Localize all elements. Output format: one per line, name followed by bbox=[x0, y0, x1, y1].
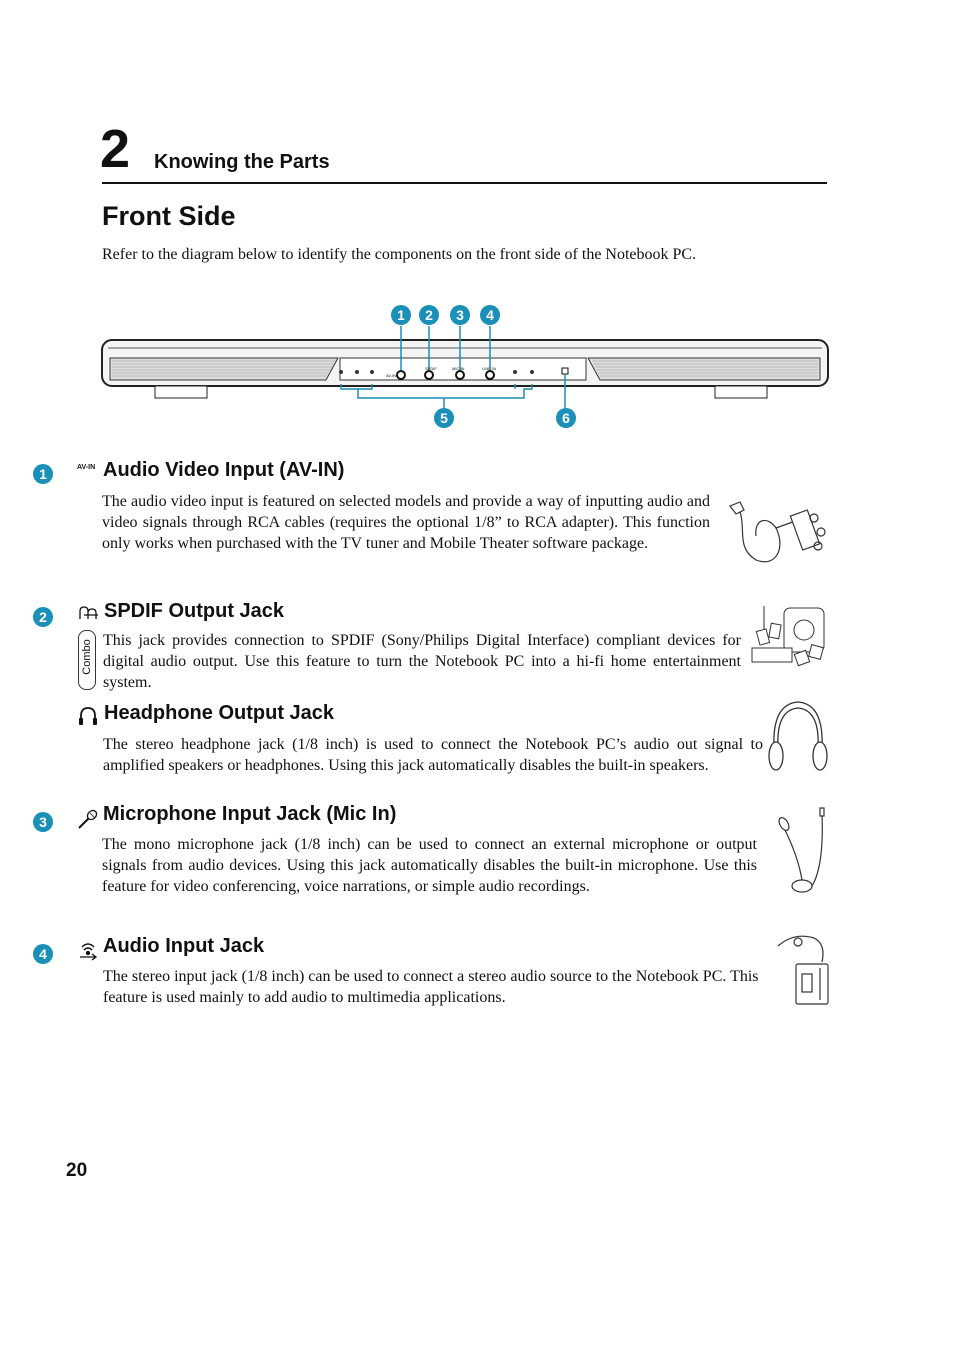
callout-2: 2 bbox=[419, 305, 439, 325]
chapter-title: Knowing the Parts bbox=[154, 151, 330, 173]
front-side-diagram bbox=[100, 300, 830, 435]
item-1-body: The audio video input is featured on selected models and provide a way of inputting audio and video signals through RCA cables (requires the optional 1/8” to RCA adapter). This function only works when purchased with the TV tuner and Mobile Theater software package. bbox=[102, 493, 710, 552]
section-title: Front Side bbox=[102, 201, 236, 231]
callout-5: 5 bbox=[434, 408, 454, 428]
item-headphone-title: Headphone Output Jack bbox=[104, 702, 335, 724]
callout-3: 3 bbox=[450, 305, 470, 325]
section-intro: Refer to the diagram below to identify the components on the front side of the Notebook PC. bbox=[102, 246, 697, 263]
callout-1: 1 bbox=[391, 305, 411, 325]
portable-player-icon bbox=[774, 932, 832, 1010]
item-2-title: SPDIF Output Jack bbox=[104, 600, 285, 622]
desktop-microphone-icon bbox=[778, 806, 832, 898]
rca-cable-icon bbox=[726, 488, 830, 568]
port-label-line-in: LINE IN bbox=[482, 366, 497, 371]
port-label-av-in: AV-IN bbox=[386, 373, 397, 378]
audio-input-icon bbox=[77, 940, 99, 962]
home-theater-icon bbox=[748, 602, 830, 674]
chapter-number: 2 bbox=[100, 119, 131, 179]
spdif-icon bbox=[78, 605, 100, 623]
speaker-grill-right bbox=[588, 358, 820, 380]
item-2-badge: 2 bbox=[33, 607, 53, 627]
callout-6: 6 bbox=[556, 408, 576, 428]
av-in-icon: AV-IN bbox=[77, 464, 96, 471]
item-4-title: Audio Input Jack bbox=[103, 935, 265, 957]
item-3-badge: 3 bbox=[33, 812, 53, 832]
microphone-icon bbox=[76, 808, 100, 830]
item-1-badge: 1 bbox=[33, 464, 53, 484]
headphones-icon bbox=[766, 698, 830, 776]
combo-jack-bracket bbox=[78, 630, 96, 690]
headphone-icon bbox=[78, 706, 98, 726]
combo-label: Combo bbox=[81, 639, 93, 675]
item-4-badge: 4 bbox=[33, 944, 53, 964]
port-label-mic-in: MIC IN bbox=[452, 366, 465, 371]
item-1-title: Audio Video Input (AV-IN) bbox=[103, 459, 345, 481]
chapter-divider bbox=[102, 182, 827, 184]
callout-4: 4 bbox=[480, 305, 500, 325]
item-3-body: The mono microphone jack (1/8 inch) can be used to connect an external microphone or output signals from audio devices. Using this jack automatically disables the built-in microphone. Use this feature for video conferencing, voice narrations, or simple audio recordings. bbox=[102, 836, 757, 895]
item-3-title: Microphone Input Jack (Mic In) bbox=[103, 803, 397, 825]
item-headphone-body: The stereo headphone jack (1/8 inch) is used to connect the Notebook PC’s audio out signal to amplified speakers or headphones. Using this jack automatically disables the built-in speakers. bbox=[103, 736, 763, 774]
page-number: 20 bbox=[66, 1160, 88, 1181]
item-2-body: This jack provides connection to SPDIF (Sony/Philips Digital Interface) compliant devices for digital audio output. Use this feature to turn the Notebook PC into a hi-fi home entertainment system. bbox=[103, 632, 741, 691]
item-4-body: The stereo input jack (1/8 inch) can be used to connect a stereo audio source to the Notebook PC. This feature is used mainly to add audio to multimedia applications. bbox=[103, 968, 759, 1006]
port-label-spdif: SPDIF bbox=[425, 366, 437, 371]
speaker-grill-left bbox=[110, 358, 338, 380]
